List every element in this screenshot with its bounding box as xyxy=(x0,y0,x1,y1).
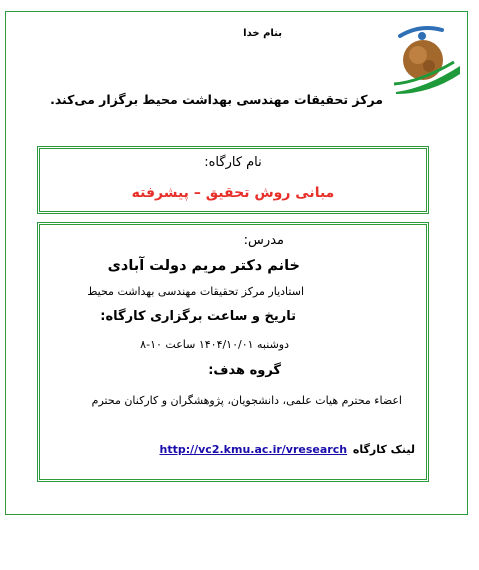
schedule-value: دوشنبه ۱۴۰۴/۱۰/۰۱ ساعت ۱۰-۸ xyxy=(140,338,289,351)
research-center-logo xyxy=(390,22,462,94)
instructor-label: مدرس: xyxy=(243,233,284,248)
instructor-position: استادیار مرکز تحقیقات مهندسی بهداشت محیط xyxy=(87,285,304,298)
audience-value: اعضاء محترم هیات علمی، دانشجویان، پژوهشگران و کارکنان محترم xyxy=(91,394,402,407)
organizer-line: مرکز تحقیقات مهندسی بهداشت محیط برگزار می‌کند. xyxy=(50,92,383,107)
workshop-name-label: نام کارگاه: xyxy=(204,155,262,170)
workshop-link-row xyxy=(159,443,415,456)
workshop-title: مبانی روش تحقیق – پیشرفته xyxy=(131,185,335,201)
bismillah-text: بنام خدا xyxy=(243,28,282,39)
workshop-link-label: لینک کارگاه xyxy=(352,443,415,456)
workshop-details-box xyxy=(37,222,429,482)
instructor-name: خانم دکتر مریم دولت آبادی xyxy=(107,258,300,274)
schedule-label: تاریخ و ساعت برگزاری کارگاه: xyxy=(100,309,296,324)
workshop-name-box xyxy=(37,146,429,214)
audience-label: گروه هدف: xyxy=(208,363,281,378)
workshop-link[interactable]: http://vc2.kmu.ac.ir/vresearch xyxy=(159,443,348,456)
